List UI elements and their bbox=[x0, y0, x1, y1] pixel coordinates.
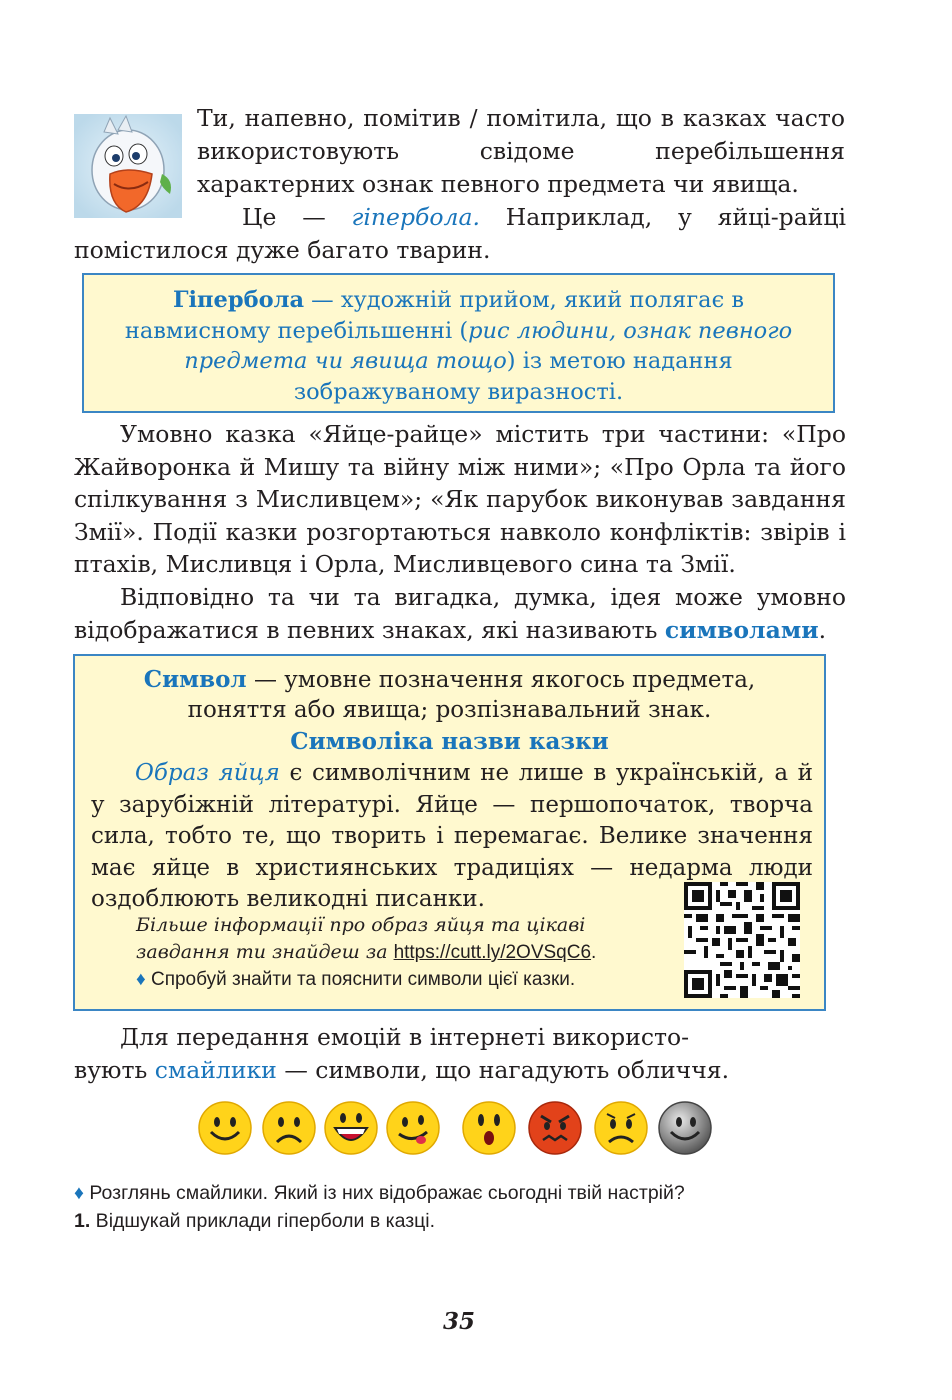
symbolism-subtitle: Символіка назви казки bbox=[290, 728, 609, 755]
symbols-text: Відповідно та чи та вигадка, думка, ідея може умовно відображатися в певних знаках, які називають bbox=[74, 583, 846, 644]
task-mood bbox=[74, 1180, 685, 1207]
intro-suffix: Наприклад, у яйці-райці помістилося дуже багато тварин. bbox=[74, 203, 847, 264]
symbol-def-rest: — умовне позначення якогось предмета, bbox=[246, 667, 756, 693]
diamond-bullet-icon: ♦ bbox=[136, 969, 146, 990]
task-1-text: Відшукай приклади гіперболи в казці. bbox=[90, 1210, 436, 1232]
definition-text-b: ) із метою надання зображуваному виразності. bbox=[293, 348, 733, 405]
more-info-text: завдання ти знайдеш bbox=[136, 941, 366, 963]
smileys-text-b: — символи, що нагадують обличчя. bbox=[276, 1056, 730, 1084]
symbol-definition-line1 bbox=[75, 664, 824, 696]
diamond-bullet-icon: ♦ bbox=[74, 1182, 84, 1204]
smileys-text-a: вують bbox=[74, 1056, 155, 1084]
angry-emoji-icon bbox=[527, 1100, 583, 1156]
qr-code-icon[interactable] bbox=[684, 882, 800, 998]
symbols-paragraph bbox=[74, 581, 846, 646]
sad-emoji-icon bbox=[261, 1100, 317, 1156]
more-info-za: за bbox=[365, 941, 394, 963]
more-info-link[interactable]: https://cutt.ly/2OVSqC6 bbox=[393, 942, 592, 963]
tale-parts-paragraph: Умовно казка «Яйце-райце» містить три частини: «Про Жайворонка й Мишу та війну між ними»; «Про Орла та його спілкування з Мисливцем»; «Як парубок виконував завдання Змії». Події казки розгортаються навколо конфліктів: звірів і птахів, Мисливця і Орла, Мисливцевого сина та Змії. bbox=[74, 420, 846, 578]
symbols-end: . bbox=[818, 615, 827, 644]
hyperbole-definition-text bbox=[84, 285, 833, 407]
symbol-definition-line2: поняття або явища; розпізнавальний знак. bbox=[187, 697, 712, 723]
smileys-term: смайлики bbox=[154, 1056, 277, 1084]
symbol-definition-box bbox=[73, 654, 826, 1011]
smileys-row bbox=[197, 1100, 717, 1164]
more-info-link-end: . bbox=[591, 942, 597, 963]
task-mood-text: Розглянь смайлики. Який із них відображає сьогодні твій настрій? bbox=[83, 1182, 685, 1204]
symbols-term: символами bbox=[664, 615, 819, 644]
intro-paragraph: Ти, напевно, помітив / помітила, що в казках часто використовують свідоме перебільшення характерних ознак певного предмета чи явища. bbox=[197, 104, 845, 198]
hyperbole-definition-box bbox=[82, 273, 835, 413]
symbol-term: Символ bbox=[143, 666, 247, 693]
task-number: 1. bbox=[74, 1210, 91, 1232]
page-number: 35 bbox=[442, 1308, 475, 1335]
definition-term: Гіпербола bbox=[172, 287, 305, 313]
definition-text-a: — художній прийом, який полягає в навмисному перебільшенні ( bbox=[124, 287, 745, 344]
more-info-line2 bbox=[136, 939, 596, 966]
sad-emoji-icon-2 bbox=[593, 1100, 649, 1156]
egg-symbol-text: є символічним не лише в українській, а й у зарубіжній літературі. Яйце — першопочаток, творча сила, тобто те, що творить і перемагає. Велике значення має яйце в християнських традиціях — недарма люди оздоблюють великодні писанки. bbox=[91, 760, 813, 912]
intro-prefix: Це — bbox=[242, 203, 352, 231]
grey-smile-emoji-icon bbox=[657, 1100, 713, 1156]
smileys-paragraph-line1: Для передання емоцій в інтернеті використо- bbox=[120, 1023, 690, 1051]
hyperbole-term: гіпербола. bbox=[351, 203, 480, 231]
smile-emoji-icon bbox=[197, 1100, 253, 1156]
tip-line bbox=[136, 967, 575, 993]
smileys-paragraph-line2 bbox=[74, 1054, 846, 1087]
definition-text-italic: рис людини, ознак певного предмета чи явища тощо bbox=[184, 317, 793, 374]
task-1 bbox=[74, 1208, 435, 1235]
intro-hyperbole-paragraph bbox=[74, 201, 846, 267]
tip-text: Спробуй знайти та пояснити символи цієї казки. bbox=[145, 969, 576, 990]
tongue-emoji-icon bbox=[385, 1100, 441, 1156]
laugh-emoji-icon bbox=[323, 1100, 379, 1156]
egg-image-term: Образ яйця bbox=[135, 760, 280, 786]
more-info-line1: Більше інформації про образ яйця та цікаві bbox=[136, 914, 586, 936]
surprised-emoji-icon bbox=[461, 1100, 517, 1156]
